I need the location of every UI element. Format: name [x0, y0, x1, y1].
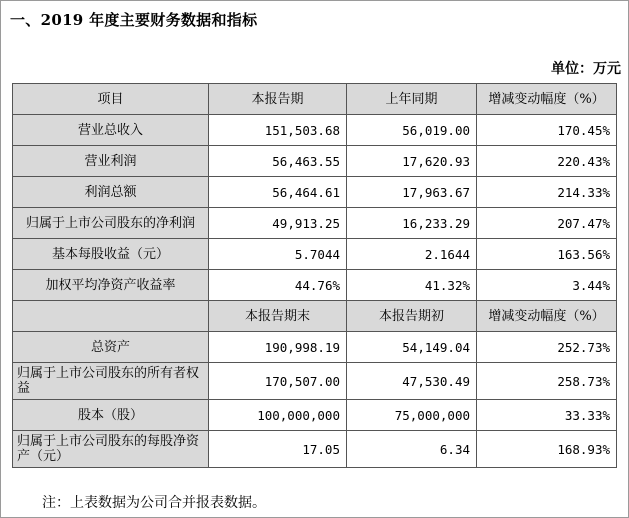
table-row	[13, 208, 617, 239]
unit-label: 单位：万元	[551, 61, 621, 77]
cell-previous: 41.32%	[347, 270, 477, 301]
cell-period-start: 75,000,000	[347, 400, 477, 431]
table-row	[13, 177, 617, 208]
cell-change: 163.56%	[477, 239, 617, 270]
subheader-cell-period-start: 本报告期初	[347, 301, 477, 332]
cell-current: 49,913.25	[209, 208, 347, 239]
row-label: 基本每股收益（元）	[13, 239, 209, 270]
cell-current: 44.76%	[209, 270, 347, 301]
cell-change: 33.33%	[477, 400, 617, 431]
row-label: 营业利润	[13, 146, 209, 177]
cell-period-end: 170,507.00	[209, 363, 347, 400]
cell-current: 56,464.61	[209, 177, 347, 208]
table-header-row	[13, 84, 617, 115]
row-label: 利润总额	[13, 177, 209, 208]
financial-table	[12, 83, 617, 468]
cell-change: 252.73%	[477, 332, 617, 363]
row-label: 归属于上市公司股东的每股净资产（元）	[13, 431, 209, 468]
table-row	[13, 146, 617, 177]
cell-current: 151,503.68	[209, 115, 347, 146]
row-label: 归属于上市公司股东的所有者权益	[13, 363, 209, 400]
cell-period-end: 100,000,000	[209, 400, 347, 431]
header-cell-item: 项目	[13, 84, 209, 115]
cell-previous: 17,620.93	[347, 146, 477, 177]
cell-period-end: 190,998.19	[209, 332, 347, 363]
row-label: 股本（股）	[13, 400, 209, 431]
cell-period-start: 54,149.04	[347, 332, 477, 363]
cell-change: 258.73%	[477, 363, 617, 400]
row-label: 归属于上市公司股东的净利润	[13, 208, 209, 239]
cell-previous: 2.1644	[347, 239, 477, 270]
table-subheader-row	[13, 301, 617, 332]
cell-current: 56,463.55	[209, 146, 347, 177]
table-row	[13, 400, 617, 431]
cell-previous: 17,963.67	[347, 177, 477, 208]
cell-current: 5.7044	[209, 239, 347, 270]
cell-change: 168.93%	[477, 431, 617, 468]
cell-previous: 16,233.29	[347, 208, 477, 239]
header-cell-previous: 上年同期	[347, 84, 477, 115]
cell-period-start: 47,530.49	[347, 363, 477, 400]
table-row	[13, 270, 617, 301]
table-row	[13, 363, 617, 400]
footnote: 注：上表数据为公司合并报表数据。	[42, 495, 266, 511]
table-row	[13, 332, 617, 363]
cell-change: 3.44%	[477, 270, 617, 301]
cell-change: 220.43%	[477, 146, 617, 177]
subheader-blank-cell	[13, 301, 209, 332]
table-row	[13, 431, 617, 468]
subheader-cell-period-end: 本报告期末	[209, 301, 347, 332]
table-row	[13, 115, 617, 146]
cell-change: 214.33%	[477, 177, 617, 208]
header-cell-change: 增减变动幅度（%）	[477, 84, 617, 115]
row-label: 加权平均净资产收益率	[13, 270, 209, 301]
cell-previous: 56,019.00	[347, 115, 477, 146]
row-label: 营业总收入	[13, 115, 209, 146]
cell-period-start: 6.34	[347, 431, 477, 468]
cell-period-end: 17.05	[209, 431, 347, 468]
row-label: 总资产	[13, 332, 209, 363]
section-title: 一、2019 年度主要财务数据和指标	[10, 11, 258, 29]
subheader-cell-change: 增减变动幅度（%）	[477, 301, 617, 332]
table-row	[13, 239, 617, 270]
cell-change: 170.45%	[477, 115, 617, 146]
cell-change: 207.47%	[477, 208, 617, 239]
header-cell-current: 本报告期	[209, 84, 347, 115]
